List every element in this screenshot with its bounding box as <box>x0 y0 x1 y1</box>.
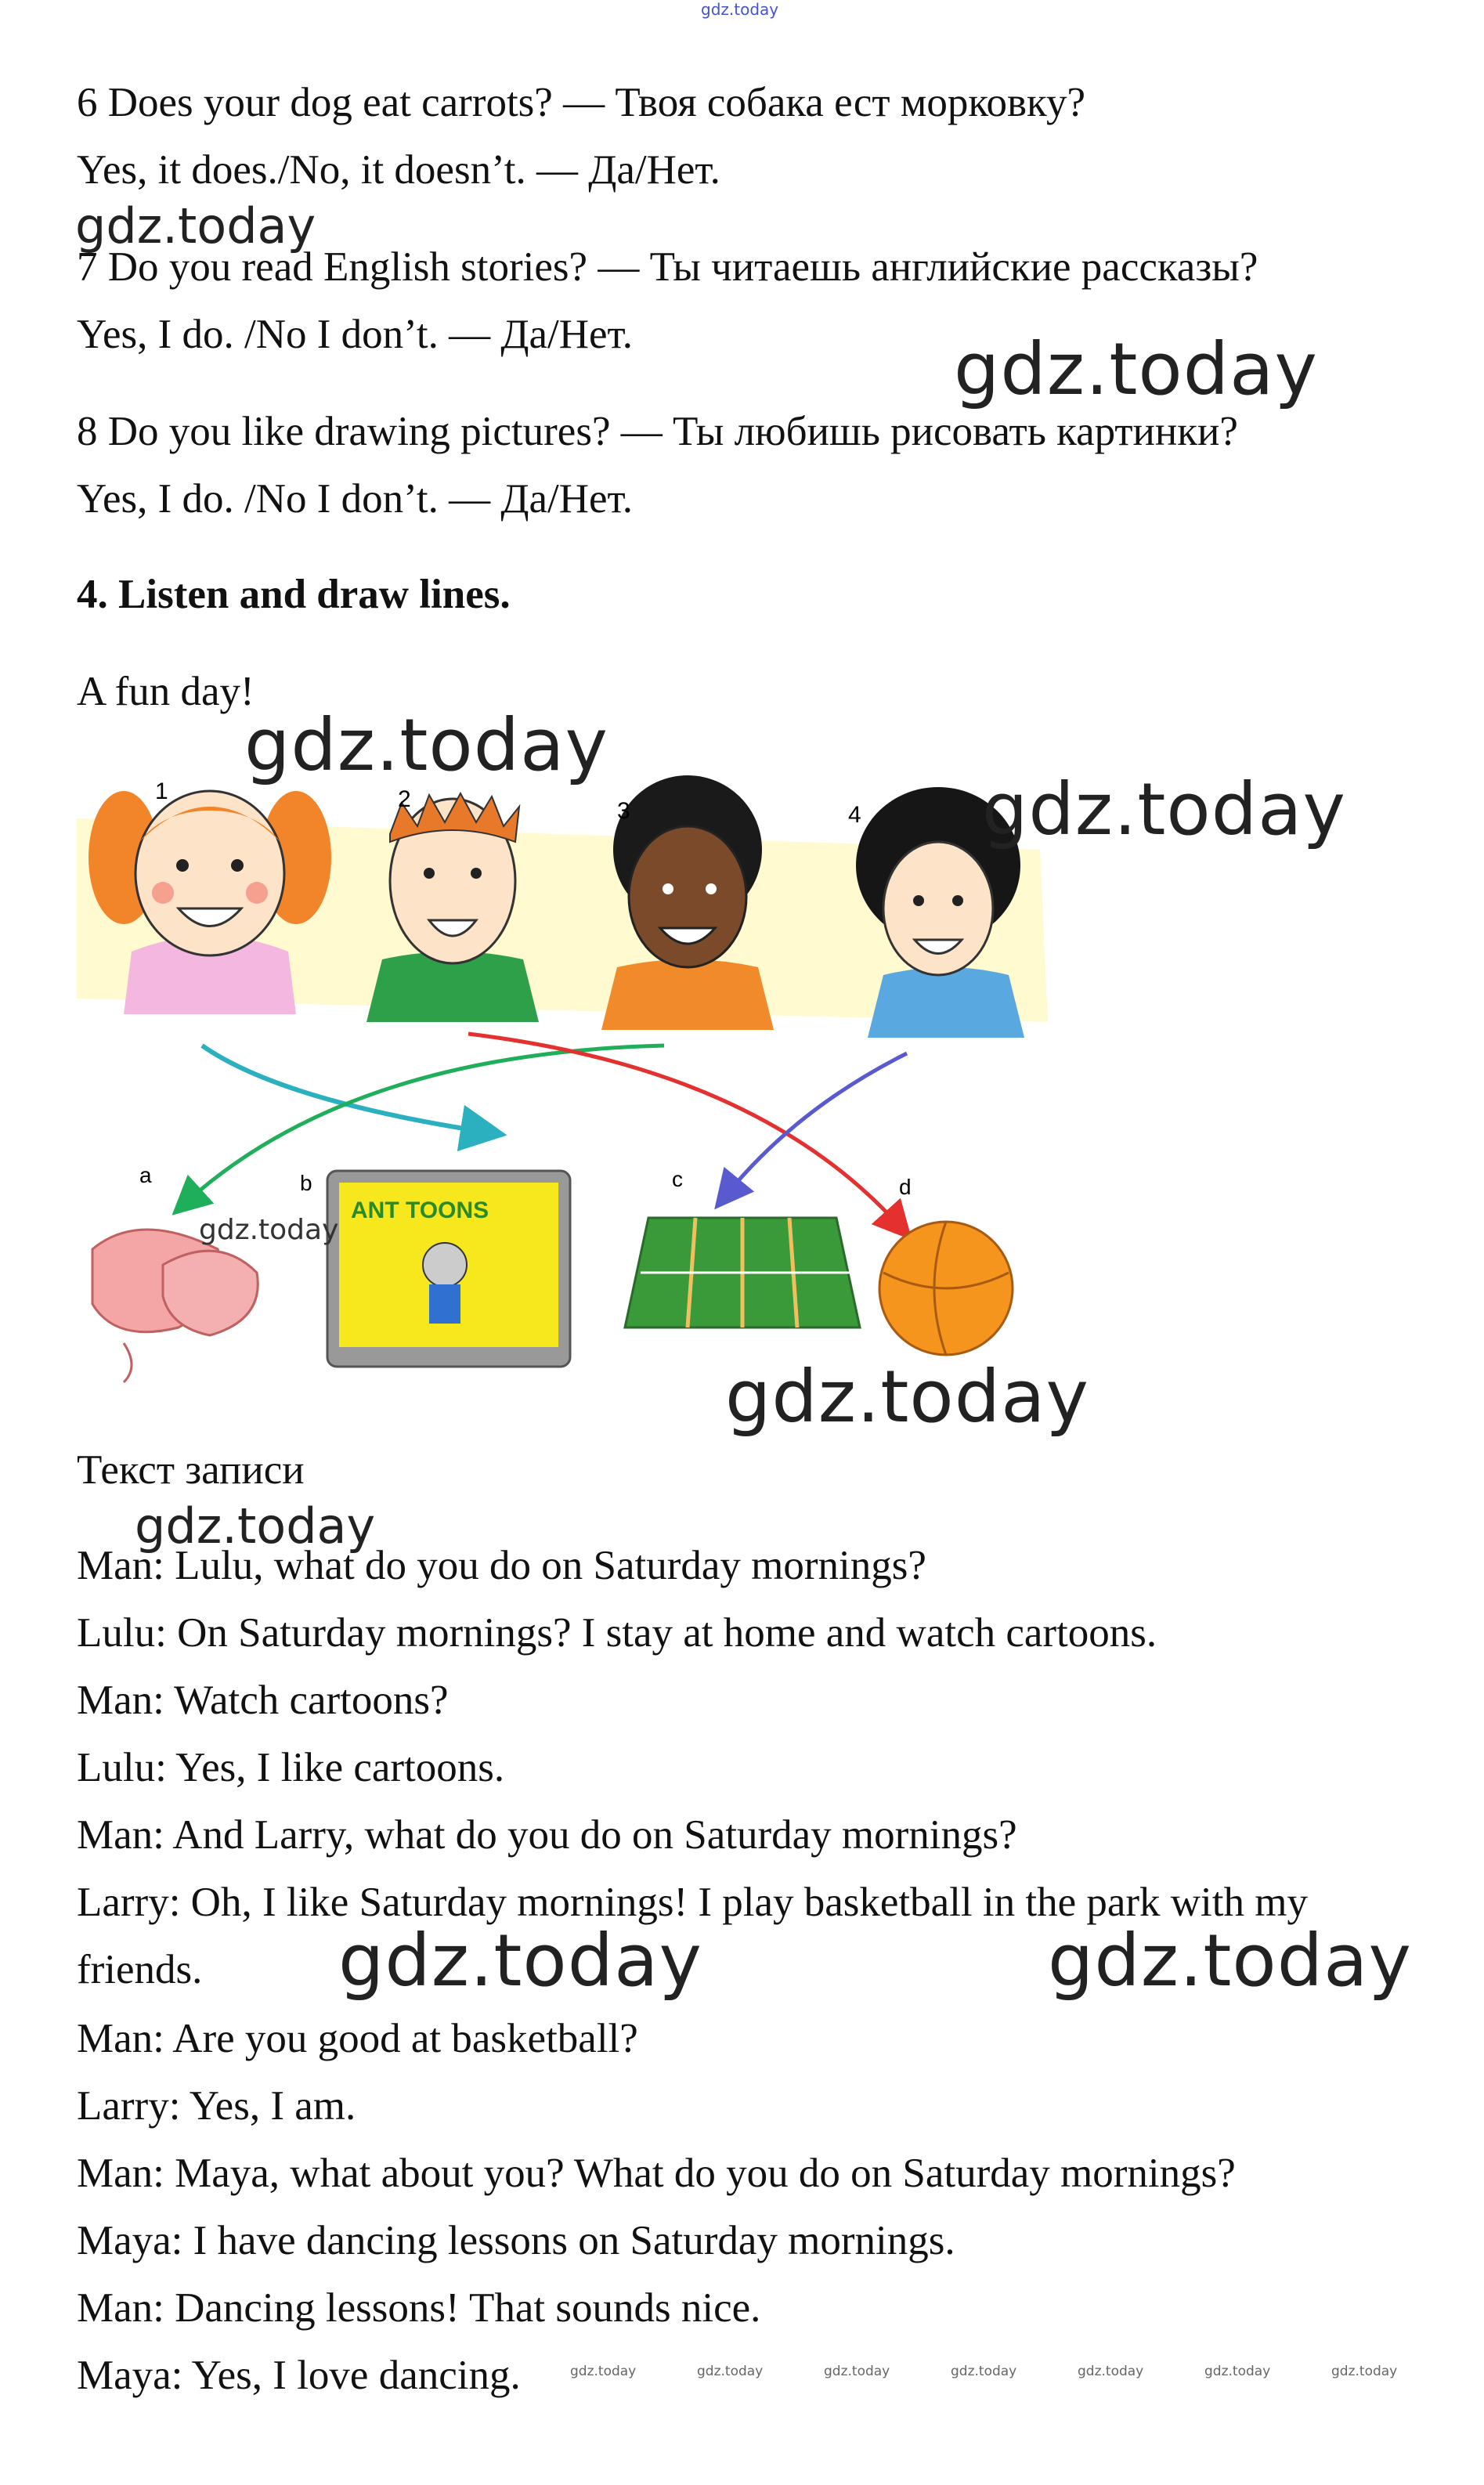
watermark: gdz.today <box>824 2364 890 2379</box>
transcript-line: Lulu: On Saturday mornings? I stay at home and watch cartoons. <box>77 1610 1157 1656</box>
transcript-title: Текст записи <box>77 1447 305 1493</box>
transcript-line: Man: And Larry, what do you do on Saturday mornings? <box>77 1812 1017 1858</box>
watermark: gdz.today <box>1048 1919 1412 2003</box>
letter-a: a <box>139 1163 152 1187</box>
ballet-shoes <box>92 1230 258 1382</box>
watermark: gdz.today <box>75 197 316 255</box>
letter-b: b <box>300 1171 312 1195</box>
watermark: gdz.today <box>697 2364 764 2379</box>
transcript-line: Man: Watch cartoons? <box>77 1678 449 1723</box>
watermark: gdz.today <box>954 327 1318 411</box>
number-2: 2 <box>398 786 411 812</box>
question-8: 8 Do you like drawing pictures? — Ты любишь рисовать картинки? <box>77 409 1238 454</box>
watermark-top: gdz.today <box>701 0 779 19</box>
transcript-line: Larry: Yes, I am. <box>77 2083 356 2129</box>
shirt <box>868 967 1024 1038</box>
answer-8: Yes, I do. /No I don’t. — Да/Нет. <box>77 476 633 522</box>
subtitle: A fun day! <box>77 669 255 714</box>
number-1: 1 <box>155 778 168 804</box>
watermark: gdz.today <box>1078 2364 1144 2379</box>
watermark: gdz.today <box>244 703 608 787</box>
illustration <box>77 764 1056 1398</box>
question-7: 7 Do you read English stories? — Ты читаешь английские рассказы? <box>77 244 1258 290</box>
face <box>629 826 746 967</box>
watermark: gdz.today <box>725 1355 1089 1439</box>
transcript-line: Man: Are you good at basketball? <box>77 2016 638 2061</box>
transcript-line: Larry: Oh, I like Saturday mornings! I play basketball in the park with my <box>77 1880 1308 1925</box>
shirt <box>601 959 774 1030</box>
watermark: gdz.today <box>1331 2364 1398 2379</box>
transcript-line: Lulu: Yes, I like cartoons. <box>77 1745 505 1790</box>
arrow-1-to-b <box>202 1046 484 1132</box>
basketball <box>879 1222 1013 1355</box>
transcript-line: Maya: Yes, I love dancing. <box>77 2353 521 2398</box>
task-heading: 4. Listen and draw lines. <box>77 572 511 617</box>
transcript-line: friends. <box>77 1947 203 1992</box>
watermark: gdz.today <box>982 768 1346 851</box>
arrow-4-to-c <box>727 1053 907 1194</box>
tv-cartoon <box>327 1171 570 1367</box>
face <box>883 842 993 975</box>
question-6: 6 Does your dog eat carrots? — Твоя собака ест морковку? <box>77 80 1085 125</box>
watermark: gdz.today <box>199 1214 339 1246</box>
transcript-line: Man: Dancing lessons! That sounds nice. <box>77 2285 761 2331</box>
character-2-larry <box>366 793 539 1022</box>
watermark: gdz.today <box>338 1919 702 2003</box>
watermark: gdz.today <box>951 2364 1017 2379</box>
watermark: gdz.today <box>570 2364 637 2379</box>
transcript-line: Man: Lulu, what do you do on Saturday mornings? <box>77 1543 926 1588</box>
number-3: 3 <box>617 798 630 824</box>
football-pitch <box>625 1218 860 1327</box>
tv-title: ANT TOONS <box>351 1197 489 1223</box>
watermark: gdz.today <box>135 1497 376 1555</box>
transcript-line: Man: Maya, what about you? What do you do on Saturday mornings? <box>77 2151 1236 2196</box>
answer-7: Yes, I do. /No I don’t. — Да/Нет. <box>77 312 633 357</box>
letter-d: d <box>899 1175 912 1199</box>
face <box>135 791 284 955</box>
transcript-line: Maya: I have dancing lessons on Saturday mornings. <box>77 2218 955 2263</box>
letter-c: c <box>672 1167 683 1191</box>
answer-6: Yes, it does./No, it doesn’t. — Да/Нет. <box>77 147 720 193</box>
watermark: gdz.today <box>1204 2364 1271 2379</box>
number-4: 4 <box>848 802 861 828</box>
